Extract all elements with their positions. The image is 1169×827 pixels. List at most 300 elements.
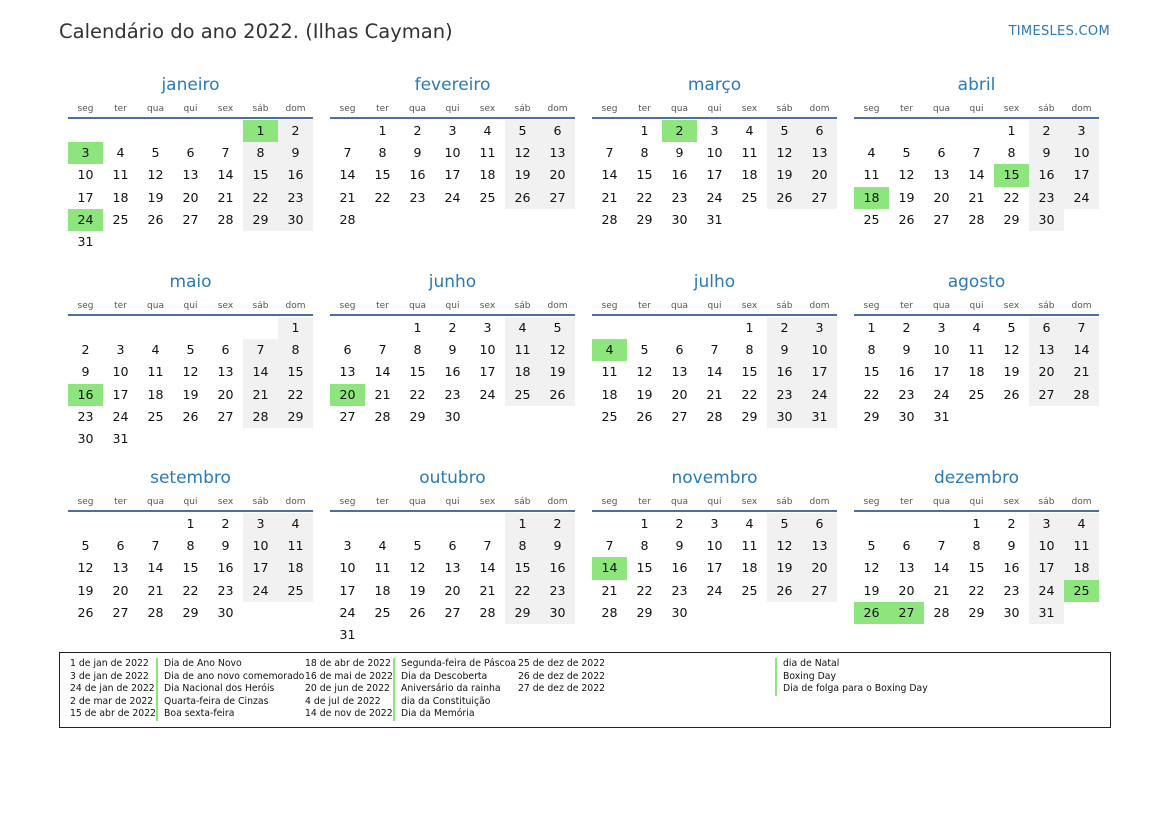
day-cell: 1 bbox=[413, 320, 422, 335]
day-cell: 10 bbox=[706, 145, 723, 161]
day-cell-holiday: 4 bbox=[592, 339, 627, 361]
weekday-label: sáb bbox=[776, 497, 793, 507]
day-cell: 9 bbox=[413, 145, 422, 161]
day-cell: 21 bbox=[933, 582, 950, 598]
day-cell: 12 bbox=[1003, 342, 1020, 358]
day-empty bbox=[435, 209, 470, 231]
weekday-label: qua bbox=[933, 497, 950, 507]
weekday-label: seg bbox=[339, 104, 356, 114]
weekday-label: qui bbox=[183, 497, 198, 507]
week-row bbox=[592, 361, 837, 383]
day-empty bbox=[767, 209, 802, 231]
weekday-label: sáb bbox=[514, 497, 531, 507]
day-cell: 5 bbox=[1007, 320, 1016, 335]
legend-entry bbox=[305, 671, 516, 684]
day-cell-holiday: 16 bbox=[68, 384, 103, 406]
day-cell: 13 bbox=[1029, 339, 1064, 361]
weekday-label: qua bbox=[933, 301, 950, 311]
day-empty bbox=[662, 317, 697, 339]
week-row bbox=[330, 339, 575, 361]
day-cell: 7 bbox=[483, 538, 492, 554]
day-cell: 28 bbox=[1064, 384, 1099, 406]
day-cell: 13 bbox=[671, 364, 688, 380]
day-cell: 8 bbox=[505, 535, 540, 557]
day-cell: 13 bbox=[898, 560, 915, 576]
day-empty bbox=[627, 317, 662, 339]
holiday-date: 3 de jan de 2022 bbox=[70, 670, 149, 682]
day-cell: 26 bbox=[77, 604, 94, 620]
weekday-label: ter bbox=[114, 497, 127, 507]
day-cell: 16 bbox=[1003, 560, 1020, 576]
month-fevereiro bbox=[330, 72, 575, 231]
holiday-name: Boa sexta-feira bbox=[156, 708, 234, 721]
day-cell: 16 bbox=[767, 361, 802, 383]
day-empty bbox=[208, 120, 243, 142]
day-empty bbox=[173, 231, 208, 253]
day-cell: 30 bbox=[540, 602, 575, 624]
day-cell: 21 bbox=[479, 582, 496, 598]
day-cell: 15 bbox=[243, 164, 278, 186]
weekday-label: qui bbox=[707, 104, 722, 114]
week-row bbox=[592, 209, 837, 231]
month-name: maio bbox=[169, 272, 212, 292]
day-cell: 10 bbox=[77, 167, 94, 183]
month-name: dezembro bbox=[934, 468, 1019, 488]
day-cell: 15 bbox=[182, 560, 199, 576]
day-empty bbox=[103, 317, 138, 339]
day-empty bbox=[365, 209, 400, 231]
weekday-label: ter bbox=[900, 104, 913, 114]
day-empty bbox=[138, 231, 173, 253]
day-cell: 7 bbox=[1064, 317, 1099, 339]
day-empty bbox=[959, 120, 994, 142]
day-cell: 13 bbox=[802, 142, 837, 164]
month-name: abril bbox=[957, 75, 996, 95]
weekday-label: sáb bbox=[514, 301, 531, 311]
day-cell: 18 bbox=[278, 557, 313, 579]
day-cell: 3 bbox=[116, 342, 125, 358]
legend-column bbox=[305, 658, 516, 721]
day-cell: 12 bbox=[767, 142, 802, 164]
day-cell: 15 bbox=[278, 361, 313, 383]
day-cell: 21 bbox=[601, 189, 618, 205]
day-cell: 3 bbox=[710, 516, 719, 531]
day-cell: 28 bbox=[217, 211, 234, 227]
weekday-label: qua bbox=[147, 301, 164, 311]
day-cell: 26 bbox=[898, 211, 915, 227]
day-cell: 10 bbox=[802, 339, 837, 361]
day-cell: 17 bbox=[1064, 164, 1099, 186]
day-cell-holiday: 20 bbox=[330, 384, 365, 406]
day-cell: 14 bbox=[217, 167, 234, 183]
day-cell: 13 bbox=[182, 167, 199, 183]
month-name: janeiro bbox=[161, 75, 220, 95]
week-row bbox=[854, 384, 1099, 406]
day-cell: 24 bbox=[243, 580, 278, 602]
day-cell: 27 bbox=[802, 580, 837, 602]
day-cell: 3 bbox=[448, 123, 457, 138]
week-row bbox=[330, 317, 575, 339]
day-cell: 13 bbox=[217, 364, 234, 380]
day-cell: 7 bbox=[605, 538, 614, 554]
week-row bbox=[854, 406, 1099, 428]
day-empty bbox=[138, 317, 173, 339]
day-cell: 6 bbox=[540, 120, 575, 142]
day-cell-holiday: 26 bbox=[854, 602, 889, 624]
holiday-date: 25 de dez de 2022 bbox=[518, 658, 606, 669]
day-cell: 24 bbox=[1029, 580, 1064, 602]
day-cell: 26 bbox=[505, 187, 540, 209]
day-cell: 22 bbox=[505, 580, 540, 602]
day-cell: 1 bbox=[972, 516, 981, 531]
day-cell: 23 bbox=[540, 580, 575, 602]
day-cell: 27 bbox=[671, 408, 688, 424]
day-cell: 15 bbox=[741, 364, 758, 380]
week-row bbox=[68, 120, 313, 142]
week-row bbox=[330, 209, 575, 231]
day-cell: 16 bbox=[409, 167, 426, 183]
day-cell: 6 bbox=[221, 342, 230, 358]
day-empty bbox=[243, 602, 278, 624]
day-cell: 3 bbox=[483, 320, 492, 335]
legend-entry bbox=[518, 671, 928, 684]
week-row bbox=[68, 164, 313, 186]
day-cell: 13 bbox=[444, 560, 461, 576]
weekday-label: sex bbox=[741, 104, 758, 114]
month-junho bbox=[330, 269, 575, 428]
legend-entry bbox=[305, 658, 516, 671]
day-empty bbox=[208, 231, 243, 253]
day-cell: 14 bbox=[968, 167, 985, 183]
day-cell: 7 bbox=[710, 342, 719, 358]
week-row bbox=[854, 339, 1099, 361]
day-cell: 25 bbox=[601, 408, 618, 424]
day-cell: 31 bbox=[1029, 602, 1064, 624]
week-row bbox=[68, 602, 313, 624]
weekday-header bbox=[330, 492, 575, 512]
site-link[interactable]: TIMESLES.COM bbox=[1008, 24, 1110, 39]
day-cell-holiday: 27 bbox=[889, 602, 924, 624]
day-cell-holiday: 24 bbox=[68, 209, 103, 231]
month-setembro bbox=[68, 465, 313, 624]
holiday-name: Aniversário da rainha bbox=[393, 683, 501, 696]
legend-entry bbox=[70, 708, 304, 721]
day-cell: 18 bbox=[741, 560, 758, 576]
day-cell: 31 bbox=[802, 406, 837, 428]
day-cell: 10 bbox=[1064, 142, 1099, 164]
day-empty bbox=[103, 231, 138, 253]
day-cell: 23 bbox=[409, 189, 426, 205]
day-cell: 23 bbox=[898, 386, 915, 402]
week-row bbox=[854, 317, 1099, 339]
weekday-label: ter bbox=[638, 497, 651, 507]
day-cell: 2 bbox=[1029, 120, 1064, 142]
day-cell: 15 bbox=[374, 167, 391, 183]
day-empty bbox=[697, 602, 732, 624]
day-cell: 11 bbox=[374, 560, 391, 576]
week-row bbox=[854, 602, 1099, 624]
weekday-label: sáb bbox=[1038, 497, 1055, 507]
week-row bbox=[592, 384, 837, 406]
week-row bbox=[592, 317, 837, 339]
day-cell: 19 bbox=[863, 582, 880, 598]
day-cell: 28 bbox=[933, 604, 950, 620]
day-cell: 21 bbox=[147, 582, 164, 598]
day-cell: 13 bbox=[802, 535, 837, 557]
day-cell: 5 bbox=[413, 538, 422, 554]
day-cell: 8 bbox=[378, 145, 387, 161]
day-cell: 2 bbox=[278, 120, 313, 142]
day-cell: 17 bbox=[802, 361, 837, 383]
day-empty bbox=[330, 513, 365, 535]
weekday-label: seg bbox=[863, 497, 880, 507]
day-empty bbox=[435, 513, 470, 535]
week-row bbox=[68, 209, 313, 231]
weekday-label: qua bbox=[409, 301, 426, 311]
day-cell: 29 bbox=[182, 604, 199, 620]
day-cell: 25 bbox=[741, 582, 758, 598]
day-cell: 7 bbox=[937, 538, 946, 554]
legend-entry bbox=[305, 696, 516, 709]
day-cell: 21 bbox=[968, 189, 985, 205]
day-cell: 17 bbox=[933, 364, 950, 380]
day-cell: 10 bbox=[339, 560, 356, 576]
week-row bbox=[68, 231, 313, 253]
week-row bbox=[592, 120, 837, 142]
month-name: julho bbox=[693, 272, 736, 292]
day-cell: 9 bbox=[448, 342, 457, 358]
day-empty bbox=[138, 120, 173, 142]
day-cell: 1 bbox=[867, 320, 876, 335]
holiday-date: 27 de dez de 2022 bbox=[518, 683, 606, 695]
day-cell: 13 bbox=[339, 364, 356, 380]
week-row bbox=[592, 580, 837, 602]
day-cell: 2 bbox=[767, 317, 802, 339]
day-cell: 19 bbox=[767, 164, 802, 186]
day-cell: 18 bbox=[1064, 557, 1099, 579]
day-cell: 15 bbox=[968, 560, 985, 576]
holiday-date: 20 de jun de 2022 bbox=[305, 683, 390, 695]
day-cell: 22 bbox=[409, 386, 426, 402]
day-cell: 2 bbox=[221, 516, 230, 531]
day-cell: 18 bbox=[374, 582, 391, 598]
day-cell: 4 bbox=[378, 538, 387, 554]
day-cell: 20 bbox=[1029, 361, 1064, 383]
day-empty bbox=[1029, 406, 1064, 428]
day-empty bbox=[505, 209, 540, 231]
weekday-label: sáb bbox=[514, 104, 531, 114]
day-cell: 8 bbox=[186, 538, 195, 554]
day-cell: 9 bbox=[1029, 142, 1064, 164]
day-cell: 1 bbox=[505, 513, 540, 535]
day-empty bbox=[767, 602, 802, 624]
day-cell: 14 bbox=[374, 364, 391, 380]
day-cell: 26 bbox=[1003, 386, 1020, 402]
day-cell: 16 bbox=[278, 164, 313, 186]
weekday-label: sex bbox=[479, 301, 496, 311]
day-cell: 2 bbox=[448, 320, 457, 335]
day-empty bbox=[1064, 602, 1099, 624]
day-cell: 6 bbox=[1029, 317, 1064, 339]
day-cell: 28 bbox=[147, 604, 164, 620]
day-empty bbox=[330, 120, 365, 142]
week-row bbox=[592, 406, 837, 428]
day-empty bbox=[540, 406, 575, 428]
weekday-label: dom bbox=[809, 104, 830, 114]
day-empty bbox=[208, 317, 243, 339]
day-cell: 3 bbox=[1029, 513, 1064, 535]
day-cell: 21 bbox=[217, 189, 234, 205]
holiday-name: Segunda-feira de Páscoa bbox=[393, 658, 516, 671]
day-cell: 19 bbox=[636, 386, 653, 402]
day-cell: 25 bbox=[968, 386, 985, 402]
weekday-label: qui bbox=[969, 104, 984, 114]
day-cell: 26 bbox=[182, 408, 199, 424]
day-empty bbox=[732, 602, 767, 624]
day-empty bbox=[278, 428, 313, 450]
week-row bbox=[854, 164, 1099, 186]
day-cell-holiday: 14 bbox=[592, 557, 627, 579]
day-cell: 30 bbox=[217, 604, 234, 620]
day-cell: 8 bbox=[278, 339, 313, 361]
legend-column bbox=[518, 658, 928, 696]
weekday-label: ter bbox=[376, 497, 389, 507]
day-cell: 25 bbox=[112, 211, 129, 227]
legend-entry bbox=[70, 658, 304, 671]
holiday-name: Dia da Descoberta bbox=[393, 671, 487, 684]
day-cell: 6 bbox=[802, 120, 837, 142]
day-cell: 15 bbox=[636, 560, 653, 576]
week-row bbox=[854, 557, 1099, 579]
day-cell-holiday: 1 bbox=[243, 120, 278, 142]
day-cell: 16 bbox=[898, 364, 915, 380]
day-cell: 11 bbox=[968, 342, 985, 358]
day-cell: 28 bbox=[374, 408, 391, 424]
week-row bbox=[592, 164, 837, 186]
day-cell: 16 bbox=[540, 557, 575, 579]
day-cell: 4 bbox=[1064, 513, 1099, 535]
day-cell: 29 bbox=[863, 408, 880, 424]
day-cell: 22 bbox=[243, 187, 278, 209]
day-cell: 27 bbox=[540, 187, 575, 209]
weekday-label: dom bbox=[547, 301, 568, 311]
day-cell: 27 bbox=[339, 408, 356, 424]
day-empty bbox=[138, 428, 173, 450]
weekday-label: sex bbox=[741, 301, 758, 311]
holiday-date: 14 de nov de 2022 bbox=[305, 708, 393, 720]
day-cell: 14 bbox=[147, 560, 164, 576]
day-cell: 4 bbox=[278, 513, 313, 535]
holiday-date: 4 de jul de 2022 bbox=[305, 695, 381, 707]
day-cell: 28 bbox=[968, 211, 985, 227]
day-cell: 29 bbox=[243, 209, 278, 231]
day-cell: 4 bbox=[505, 317, 540, 339]
day-cell: 11 bbox=[601, 364, 618, 380]
day-cell: 25 bbox=[147, 408, 164, 424]
day-cell: 6 bbox=[186, 145, 195, 161]
day-cell: 24 bbox=[1064, 187, 1099, 209]
weekday-label: qua bbox=[671, 301, 688, 311]
weekday-label: qua bbox=[671, 104, 688, 114]
day-empty bbox=[400, 513, 435, 535]
weekday-label: seg bbox=[77, 301, 94, 311]
day-cell: 20 bbox=[112, 582, 129, 598]
day-cell: 26 bbox=[147, 211, 164, 227]
day-cell: 23 bbox=[217, 582, 234, 598]
day-cell: 18 bbox=[968, 364, 985, 380]
week-row bbox=[68, 535, 313, 557]
holiday-date: 15 de abr de 2022 bbox=[70, 708, 156, 720]
day-cell: 31 bbox=[933, 408, 950, 424]
day-cell: 6 bbox=[902, 538, 911, 554]
day-cell: 15 bbox=[863, 364, 880, 380]
day-cell: 7 bbox=[343, 145, 352, 161]
day-cell: 9 bbox=[278, 142, 313, 164]
day-cell: 5 bbox=[186, 342, 195, 358]
page-title: Calendário do ano 2022. (Ilhas Cayman) bbox=[59, 20, 453, 43]
day-cell: 27 bbox=[1029, 384, 1064, 406]
week-row bbox=[854, 142, 1099, 164]
day-cell: 30 bbox=[1029, 209, 1064, 231]
day-cell: 4 bbox=[745, 123, 754, 138]
week-row bbox=[854, 187, 1099, 209]
week-row bbox=[68, 339, 313, 361]
holiday-name: Boxing Day bbox=[775, 671, 836, 684]
day-cell: 19 bbox=[1003, 364, 1020, 380]
day-cell: 12 bbox=[147, 167, 164, 183]
day-cell: 12 bbox=[636, 364, 653, 380]
week-row bbox=[330, 624, 575, 646]
day-empty bbox=[889, 120, 924, 142]
day-empty bbox=[924, 120, 959, 142]
weekday-label: sáb bbox=[776, 301, 793, 311]
holiday-date: 24 de jan de 2022 bbox=[70, 683, 155, 695]
day-cell: 30 bbox=[767, 406, 802, 428]
weekday-label: seg bbox=[339, 497, 356, 507]
weekday-label: sex bbox=[479, 497, 496, 507]
weekday-label: qui bbox=[183, 104, 198, 114]
legend-entry bbox=[70, 683, 304, 696]
day-empty bbox=[802, 209, 837, 231]
holiday-date: 1 de jan de 2022 bbox=[70, 658, 149, 669]
holiday-name: dia da Constituição bbox=[393, 696, 490, 709]
week-row bbox=[592, 535, 837, 557]
day-cell: 24 bbox=[339, 604, 356, 620]
day-empty bbox=[103, 513, 138, 535]
week-row bbox=[854, 120, 1099, 142]
day-empty bbox=[278, 602, 313, 624]
day-cell: 3 bbox=[243, 513, 278, 535]
week-row bbox=[330, 602, 575, 624]
week-row bbox=[592, 602, 837, 624]
day-cell: 24 bbox=[112, 408, 129, 424]
day-cell: 4 bbox=[116, 145, 125, 161]
day-cell: 5 bbox=[867, 538, 876, 554]
day-cell: 11 bbox=[741, 145, 758, 161]
day-empty bbox=[173, 120, 208, 142]
day-cell: 1 bbox=[745, 320, 754, 335]
day-cell: 15 bbox=[505, 557, 540, 579]
day-empty bbox=[173, 317, 208, 339]
day-cell: 22 bbox=[374, 189, 391, 205]
day-cell: 17 bbox=[706, 560, 723, 576]
day-cell: 21 bbox=[339, 189, 356, 205]
day-cell: 23 bbox=[767, 384, 802, 406]
day-cell: 30 bbox=[671, 211, 688, 227]
weekday-header bbox=[854, 296, 1099, 316]
day-cell: 28 bbox=[601, 211, 618, 227]
day-cell: 28 bbox=[601, 604, 618, 620]
